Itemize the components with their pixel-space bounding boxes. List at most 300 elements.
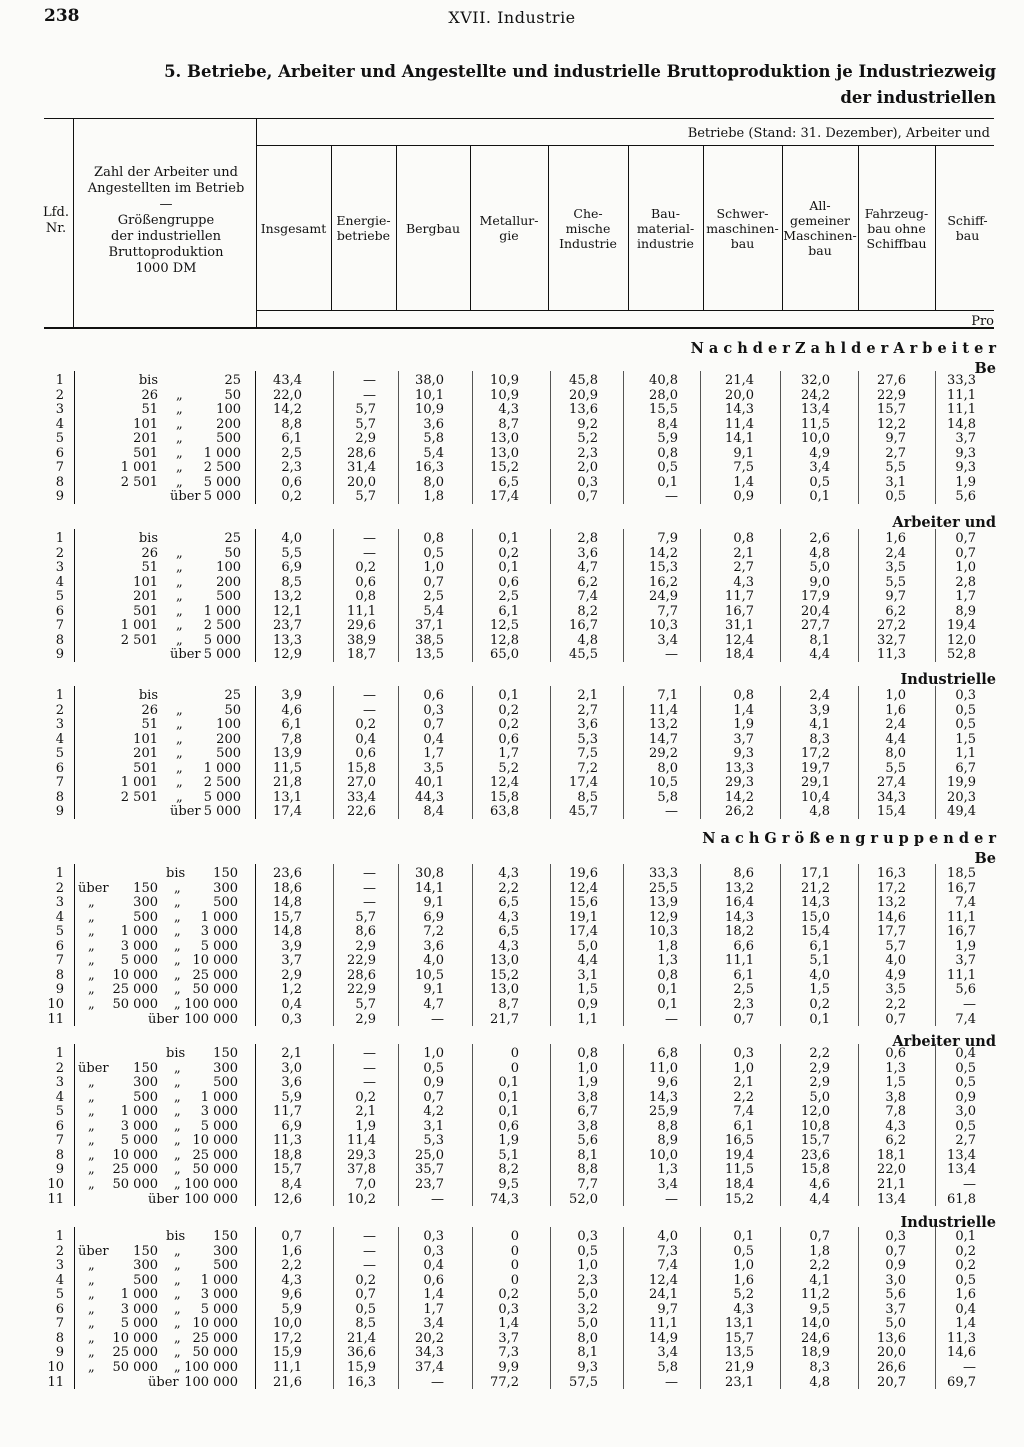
table-row	[0, 1331, 1024, 1346]
value-cell: 5,2	[498, 760, 519, 776]
table-row	[0, 1302, 1024, 1317]
value-cell: 5,8	[657, 789, 678, 805]
value-cell: 15,7	[273, 909, 302, 925]
range-from: 25 000	[112, 982, 158, 998]
value-cell: 17,2	[801, 746, 830, 762]
range-to: 500	[216, 746, 241, 762]
range-prefix: „	[88, 938, 95, 954]
value-cell: 14,3	[725, 402, 754, 418]
value-cell: 1,4	[955, 1316, 976, 1332]
value-cell: 0,1	[657, 474, 678, 490]
value-cell: 0,8	[657, 445, 678, 461]
value-cell: 2,9	[355, 431, 376, 447]
row-number: 8	[55, 1330, 64, 1346]
value-cell: 30,8	[415, 866, 444, 881]
value-cell: 35,7	[415, 1162, 444, 1178]
row-number: 11	[47, 1191, 64, 1207]
value-cell: 16,4	[725, 895, 754, 911]
value-cell: 3,1	[423, 1118, 444, 1134]
value-cell: 3,7	[955, 431, 976, 447]
value-cell: 3,8	[577, 1089, 598, 1105]
value-cell: 17,1	[801, 866, 830, 881]
value-cell: 27,0	[347, 775, 376, 791]
row-number: 9	[55, 804, 64, 820]
table-row	[0, 1258, 1024, 1273]
range-sep: „	[174, 895, 181, 911]
range-from: 3 000	[120, 938, 158, 954]
table-row	[0, 1119, 1024, 1134]
row-number: 8	[55, 967, 64, 983]
range-to: 200	[216, 731, 241, 747]
table-row	[0, 1229, 1024, 1244]
row-number: 3	[55, 402, 64, 418]
value-cell: 45,7	[569, 804, 598, 820]
value-cell: 1,4	[733, 474, 754, 490]
header-column-label: Bau- material- industrie	[636, 205, 695, 251]
value-cell: 1,2	[281, 982, 302, 998]
value-cell: 0,8	[577, 1046, 598, 1061]
value-cell: 32,0	[801, 373, 830, 388]
range-from: 10 000	[112, 1147, 158, 1163]
range-from: 50 000	[112, 996, 158, 1012]
value-cell: 1,7	[955, 589, 976, 605]
range-prefix: „	[88, 953, 95, 969]
value-cell: 4,0	[423, 953, 444, 969]
value-cell: 15,9	[273, 1345, 302, 1361]
range-sep: „	[176, 460, 183, 476]
range-prefix: „	[88, 895, 95, 911]
row-number: 1	[55, 531, 64, 546]
table-row	[0, 804, 1024, 819]
range-prefix: „	[88, 1133, 95, 1149]
value-cell: 37,1	[415, 618, 444, 634]
value-cell: 3,7	[281, 953, 302, 969]
value-cell: 9,3	[955, 445, 976, 461]
range-sep: über	[170, 647, 201, 663]
range-sep: „	[174, 1243, 181, 1259]
value-cell: 13,4	[801, 402, 830, 418]
value-cell: 21,4	[347, 1330, 376, 1346]
table-row	[0, 546, 1024, 561]
value-cell: 8,4	[657, 416, 678, 432]
value-cell: 45,8	[569, 373, 598, 388]
value-cell: 1,9	[577, 1075, 598, 1091]
range-sep: „	[174, 1147, 181, 1163]
row-number: 9	[55, 1345, 64, 1361]
value-cell: 15,7	[725, 1330, 754, 1346]
value-cell: 2,7	[885, 445, 906, 461]
table-row	[0, 1075, 1024, 1090]
value-cell: 22,6	[347, 804, 376, 820]
value-cell: 8,6	[355, 924, 376, 940]
range-sep: über	[148, 1374, 179, 1390]
value-cell: 17,4	[273, 804, 302, 820]
row-number: 11	[47, 1374, 64, 1390]
table-row	[0, 1162, 1024, 1177]
value-cell: 11,7	[725, 589, 754, 605]
row-number: 8	[55, 474, 64, 490]
value-cell: 2,5	[498, 589, 519, 605]
value-cell: 5,0	[885, 1316, 906, 1332]
value-cell: 1,3	[885, 1060, 906, 1076]
value-cell: 0,5	[885, 489, 906, 505]
value-cell: 19,7	[801, 760, 830, 776]
value-cell: —	[363, 1229, 376, 1244]
value-cell: 2,2	[809, 1046, 830, 1061]
table-row	[0, 1090, 1024, 1105]
value-cell: —	[363, 880, 376, 896]
range-prefix: „	[88, 1075, 95, 1091]
range-sep: „	[174, 1133, 181, 1149]
row-number: 7	[55, 460, 64, 476]
value-cell: 8,9	[657, 1133, 678, 1149]
value-cell: 5,1	[809, 953, 830, 969]
range-from: 500	[133, 1089, 158, 1105]
value-cell: 3,6	[577, 545, 598, 561]
value-cell: 6,5	[498, 924, 519, 940]
value-cell: 0,5	[955, 1075, 976, 1091]
value-cell: 1,4	[733, 702, 754, 718]
value-cell: 7,4	[955, 1011, 976, 1027]
value-cell: 1,5	[577, 982, 598, 998]
range-to: 5 000	[203, 804, 241, 820]
value-cell: 19,4	[725, 1147, 754, 1163]
value-cell: 14,6	[877, 909, 906, 925]
range-prefix: „	[88, 982, 95, 998]
value-cell: —	[665, 647, 678, 663]
value-cell: 4,4	[809, 1191, 830, 1207]
row-number: 9	[55, 489, 64, 505]
value-cell: 14,9	[649, 1330, 678, 1346]
value-cell: 0,6	[423, 1272, 444, 1288]
row-number: 1	[55, 1046, 64, 1061]
value-cell: 13,0	[490, 431, 519, 447]
value-cell: 16,5	[725, 1133, 754, 1149]
row-number: 1	[55, 373, 64, 388]
value-cell: 24,1	[649, 1287, 678, 1303]
block-subheading: Arbeiter und	[892, 1033, 996, 1050]
value-cell: 0,7	[281, 1229, 302, 1244]
value-cell: 14,2	[273, 402, 302, 418]
range-to: 150	[213, 1229, 238, 1244]
value-cell: —	[665, 1374, 678, 1390]
range-prefix: über	[78, 1060, 109, 1076]
range-from: 25 000	[112, 1162, 158, 1178]
value-cell: 6,7	[577, 1104, 598, 1120]
table-row	[0, 790, 1024, 805]
value-cell: 4,0	[657, 1229, 678, 1244]
range-to: 5 000	[200, 938, 238, 954]
value-cell: 7,5	[733, 460, 754, 476]
value-cell: 0,6	[498, 731, 519, 747]
range-from: 1 001	[120, 618, 158, 634]
table-row	[0, 1360, 1024, 1375]
value-cell: 13,2	[273, 589, 302, 605]
value-cell: 9,7	[657, 1301, 678, 1317]
range-from: 500	[133, 1272, 158, 1288]
range-to: 500	[216, 431, 241, 447]
range-to: 50 000	[192, 1162, 238, 1178]
value-cell: 0,2	[498, 545, 519, 561]
range-to: 25 000	[192, 1147, 238, 1163]
range-sep: „	[174, 1345, 181, 1361]
value-cell: 11,0	[649, 1060, 678, 1076]
value-cell: 3,7	[885, 1301, 906, 1317]
value-cell: 5,8	[657, 1359, 678, 1375]
range-to: 5 000	[203, 474, 241, 490]
value-cell: 11,1	[947, 909, 976, 925]
range-sep: „	[176, 445, 183, 461]
value-cell: 10,9	[490, 373, 519, 388]
table-row	[0, 446, 1024, 461]
range-prefix: „	[88, 1089, 95, 1105]
value-cell: 10,9	[415, 402, 444, 418]
value-cell: 8,0	[577, 1330, 598, 1346]
value-cell: 0,3	[281, 1011, 302, 1027]
value-cell: 13,0	[490, 445, 519, 461]
value-cell: 15,7	[273, 1162, 302, 1178]
value-cell: 21,8	[273, 775, 302, 791]
value-cell: 0	[510, 1229, 519, 1244]
value-cell: 18,1	[877, 1147, 906, 1163]
value-cell: 1,8	[423, 489, 444, 505]
range-from: 2 501	[120, 632, 158, 648]
value-cell: 4,1	[809, 717, 830, 733]
value-cell: 4,3	[733, 1301, 754, 1317]
value-cell: 5,4	[423, 445, 444, 461]
row-number: 3	[55, 560, 64, 576]
value-cell: 2,2	[733, 1089, 754, 1105]
value-cell: 2,6	[809, 531, 830, 546]
range-from: 300	[133, 895, 158, 911]
range-sep: „	[174, 1162, 181, 1178]
value-cell: 5,5	[885, 574, 906, 590]
range-sep: „	[174, 1258, 181, 1274]
value-cell: 9,1	[423, 982, 444, 998]
range-sep: „	[176, 618, 183, 634]
value-cell: 1,9	[498, 1133, 519, 1149]
range-prefix: „	[88, 996, 95, 1012]
value-cell: 14,2	[725, 789, 754, 805]
range-prefix: „	[88, 1258, 95, 1274]
value-cell: 9,7	[885, 431, 906, 447]
row-number: 5	[55, 1104, 64, 1120]
value-cell: 15,2	[490, 460, 519, 476]
value-cell: 1,0	[423, 560, 444, 576]
value-cell: 0,3	[577, 1229, 598, 1244]
value-cell: 20,0	[725, 387, 754, 403]
table-row	[0, 560, 1024, 575]
value-cell: 11,5	[273, 760, 302, 776]
value-cell: 0,1	[657, 982, 678, 998]
value-cell: 2,3	[577, 1272, 598, 1288]
table-row	[0, 732, 1024, 747]
value-cell: 36,6	[347, 1345, 376, 1361]
range-to: 3 000	[200, 1287, 238, 1303]
value-cell: 22,9	[877, 387, 906, 403]
value-cell: 17,9	[801, 589, 830, 605]
value-cell: 0,8	[355, 589, 376, 605]
value-cell: 6,1	[733, 1118, 754, 1134]
value-cell: 15,5	[649, 402, 678, 418]
row-number: 6	[55, 445, 64, 461]
range-to: 1 000	[200, 1089, 238, 1105]
range-bis: bis	[166, 1229, 186, 1244]
value-cell: 2,9	[355, 1011, 376, 1027]
value-cell: 29,6	[347, 618, 376, 634]
value-cell: 9,3	[955, 460, 976, 476]
header-sub-rule	[256, 145, 994, 146]
value-cell: 37,4	[415, 1359, 444, 1375]
range-sep: über	[148, 1191, 179, 1207]
range-sep: über	[170, 804, 201, 820]
value-cell: 5,2	[733, 1287, 754, 1303]
value-cell: 32,7	[877, 632, 906, 648]
value-cell: 38,9	[347, 632, 376, 648]
value-cell: 1,5	[809, 982, 830, 998]
value-cell: 3,6	[281, 1075, 302, 1091]
value-cell: 6,1	[809, 938, 830, 954]
value-cell: 12,6	[273, 1191, 302, 1207]
value-cell: 2,4	[809, 688, 830, 703]
value-cell: 3,5	[885, 560, 906, 576]
value-cell: 2,8	[577, 531, 598, 546]
value-cell: 8,0	[885, 746, 906, 762]
value-cell: 7,8	[281, 731, 302, 747]
value-cell: 12,4	[725, 632, 754, 648]
value-cell: 5,5	[885, 760, 906, 776]
value-cell: 5,0	[577, 1316, 598, 1332]
range-to: 500	[216, 589, 241, 605]
header-banner-top: Betriebe (Stand: 31. Dezember), Arbeiter und	[687, 126, 990, 141]
header-column-label: Metallur- gie	[479, 213, 539, 243]
value-cell: 0,5	[423, 1060, 444, 1076]
range-sep: „	[176, 603, 183, 619]
range-to: 5 000	[203, 632, 241, 648]
value-cell: 3,6	[423, 416, 444, 432]
range-sep: „	[176, 545, 183, 561]
range-to: 3 000	[200, 924, 238, 940]
row-number: 6	[55, 938, 64, 954]
range-sep: „	[176, 402, 183, 418]
value-cell: 21,4	[725, 373, 754, 388]
table-row	[0, 717, 1024, 732]
range-sep: „	[176, 560, 183, 576]
range-to: 1 000	[200, 1272, 238, 1288]
value-cell: 5,3	[577, 731, 598, 747]
range-to: 100	[216, 717, 241, 733]
value-cell: 17,7	[877, 924, 906, 940]
range-sep: „	[174, 1060, 181, 1076]
value-cell: 14,8	[947, 416, 976, 432]
value-cell: 9,6	[281, 1287, 302, 1303]
value-cell: 0,9	[955, 1089, 976, 1105]
value-cell: 22,9	[347, 953, 376, 969]
table-row	[0, 866, 1024, 881]
value-cell: 21,1	[877, 1176, 906, 1192]
value-cell: 20,4	[801, 603, 830, 619]
value-cell: 8,3	[809, 1359, 830, 1375]
value-cell: 13,2	[877, 895, 906, 911]
value-cell: 1,4	[423, 1287, 444, 1303]
value-cell: 2,1	[577, 688, 598, 703]
value-cell: 0,3	[733, 1046, 754, 1061]
header-column-label: Schiff- bau	[947, 213, 988, 243]
range-to: 5 000	[203, 647, 241, 663]
range-from: 2 501	[120, 789, 158, 805]
value-cell: 0,2	[281, 489, 302, 505]
table-row	[0, 1104, 1024, 1119]
value-cell: 11,3	[877, 647, 906, 663]
value-cell: 3,4	[657, 632, 678, 648]
range-from: 150	[133, 880, 158, 896]
range-sep: „	[174, 1118, 181, 1134]
value-cell: 14,1	[725, 431, 754, 447]
value-cell: 0,2	[955, 1243, 976, 1259]
value-cell: 0,5	[733, 1243, 754, 1259]
value-cell: 3,4	[657, 1176, 678, 1192]
range-from: bis	[138, 531, 158, 546]
range-to: 1 000	[200, 909, 238, 925]
header-top-rule	[44, 118, 994, 119]
header-col-rule	[256, 310, 994, 311]
value-cell: 1,9	[355, 1118, 376, 1134]
value-cell: 16,3	[877, 866, 906, 881]
table-row	[0, 575, 1024, 590]
section-heading: N a c h d e r Z a h l d e r A r b e i t e r	[690, 340, 996, 357]
range-sep: „	[176, 387, 183, 403]
range-sep: „	[174, 1330, 181, 1346]
range-to: 50 000	[192, 1345, 238, 1361]
value-cell: 34,3	[877, 789, 906, 805]
value-cell: 2,0	[577, 460, 598, 476]
value-cell: 49,4	[947, 804, 976, 820]
value-cell: 13,6	[569, 402, 598, 418]
value-cell: 5,9	[657, 431, 678, 447]
value-cell: 4,9	[809, 445, 830, 461]
value-cell: 1,5	[885, 1075, 906, 1091]
value-cell: 14,8	[273, 924, 302, 940]
range-prefix: „	[88, 1176, 95, 1192]
value-cell: 2,9	[809, 1075, 830, 1091]
row-number: 2	[55, 702, 64, 718]
value-cell: 7,7	[577, 1176, 598, 1192]
value-cell: 44,3	[415, 789, 444, 805]
range-from: 1 001	[120, 775, 158, 791]
value-cell: 4,6	[809, 1176, 830, 1192]
value-cell: 8,0	[423, 474, 444, 490]
value-cell: 12,0	[947, 632, 976, 648]
range-sep: „	[174, 953, 181, 969]
range-prefix: „	[88, 1104, 95, 1120]
range-bis: bis	[166, 1046, 186, 1061]
value-cell: 43,4	[273, 373, 302, 388]
value-cell: 8,5	[355, 1316, 376, 1332]
header-column-label: Schwer- maschinen- bau	[706, 205, 779, 251]
row-number: 9	[55, 1162, 64, 1178]
value-cell: 6,1	[733, 967, 754, 983]
range-to: 5 000	[203, 489, 241, 505]
value-cell: 1,1	[577, 1011, 598, 1027]
block-subheading: Be	[974, 360, 996, 377]
value-cell: 0,7	[423, 1089, 444, 1105]
value-cell: 1,9	[733, 717, 754, 733]
value-cell: 27,4	[877, 775, 906, 791]
value-cell: 31,4	[347, 460, 376, 476]
value-cell: 13,1	[273, 789, 302, 805]
value-cell: 5,5	[281, 545, 302, 561]
value-cell: 0,1	[498, 531, 519, 546]
